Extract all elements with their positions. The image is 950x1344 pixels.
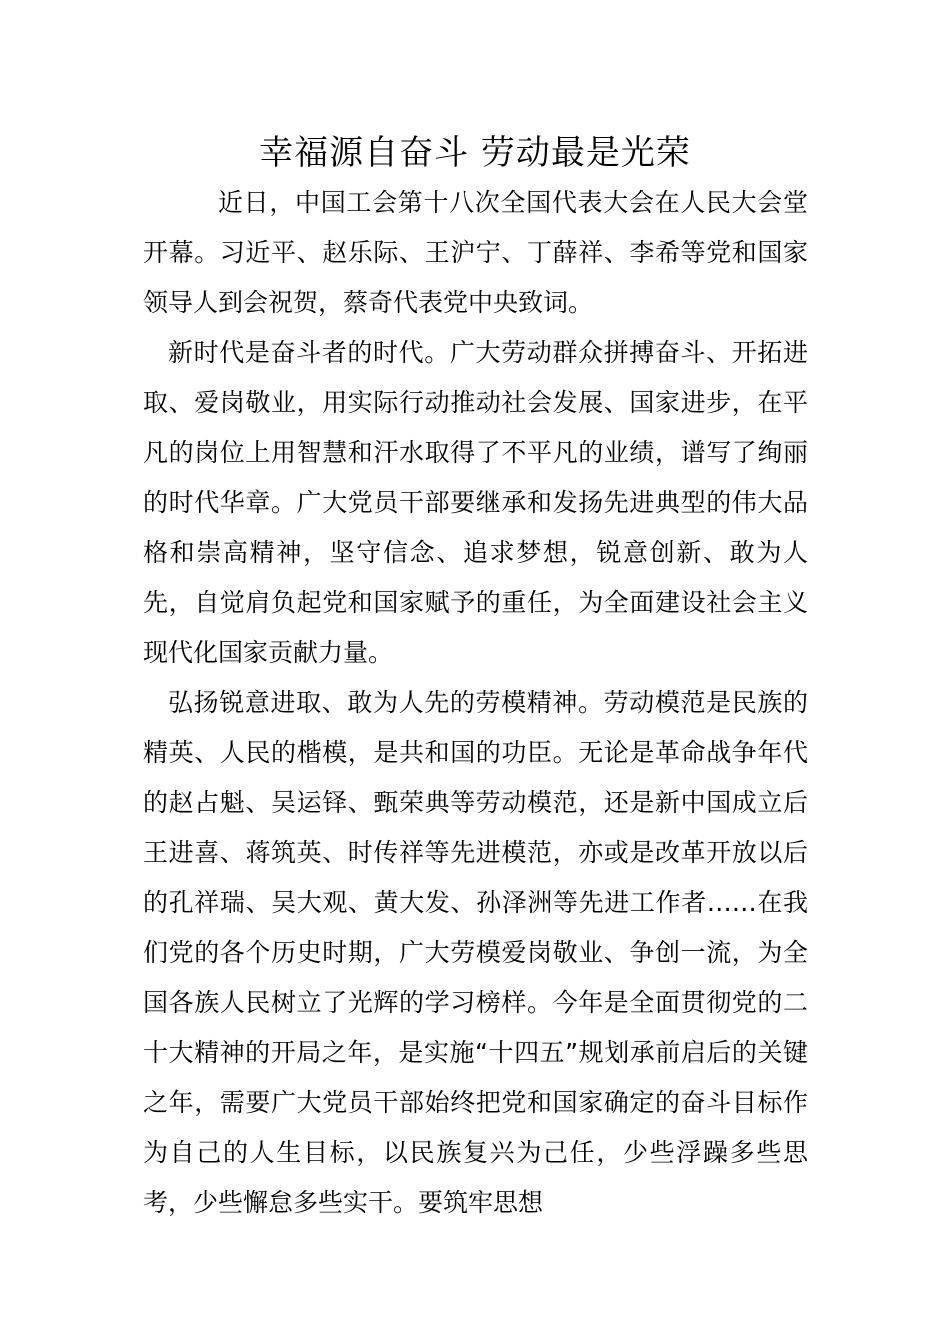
paragraph-3: 弘扬锐意进取、敢为人先的劳模精神。劳动模范是民族的精英、人民的楷模，是共和国的功臣。无论是革命战争年代的赵占魁、吴运铎、甄荣典等劳动模范，还是新中国成立后王进喜、蒋筑英、时传祥等先进模范，亦或是改革开放以后的孔祥瑞、吴大观、黄大发、孙泽洲等先进工作者……在我们党的各个历史时期，广大劳模爱岗敬业、争创一流，为全国各族人民树立了光辉的学习榜样。今年是全面贯彻党的二十大精神的开局之年，是实施“十四五”规划承前启后的关键之年，需要广大党员干部始终把党和国家确定的奋斗目标作为自己的人生目标，以民族复兴为己任，少些浮躁多些思考，少些懈怠多些实干。要筑牢思想 xyxy=(143,688,808,1217)
paragraph-1: 近日，中国工会第十八次全国代表大会在人民大会堂开幕。习近平、赵乐际、王沪宁、丁薛祥、李希等党和国家领导人到会祝贺，蔡奇代表党中央致词。 xyxy=(143,188,808,317)
document-title: 幸福源自奋斗 劳动最是光荣 xyxy=(259,133,691,173)
paragraph-2: 新时代是奋斗者的时代。广大劳动群众拼搏奋斗、开拓进取、爱岗敬业，用实际行动推动社会发展、国家进步，在平凡的岗位上用智慧和汗水取得了不平凡的业绩，谱写了绚丽的时代华章。广大党员干部要继承和发扬先进典型的伟大品格和崇高精神，坚守信念、追求梦想，锐意创新、敢为人先，自觉肩负起党和国家赋予的重任，为全面建设社会主义现代化国家贡献力量。 xyxy=(143,338,808,667)
document-body xyxy=(143,178,808,1228)
